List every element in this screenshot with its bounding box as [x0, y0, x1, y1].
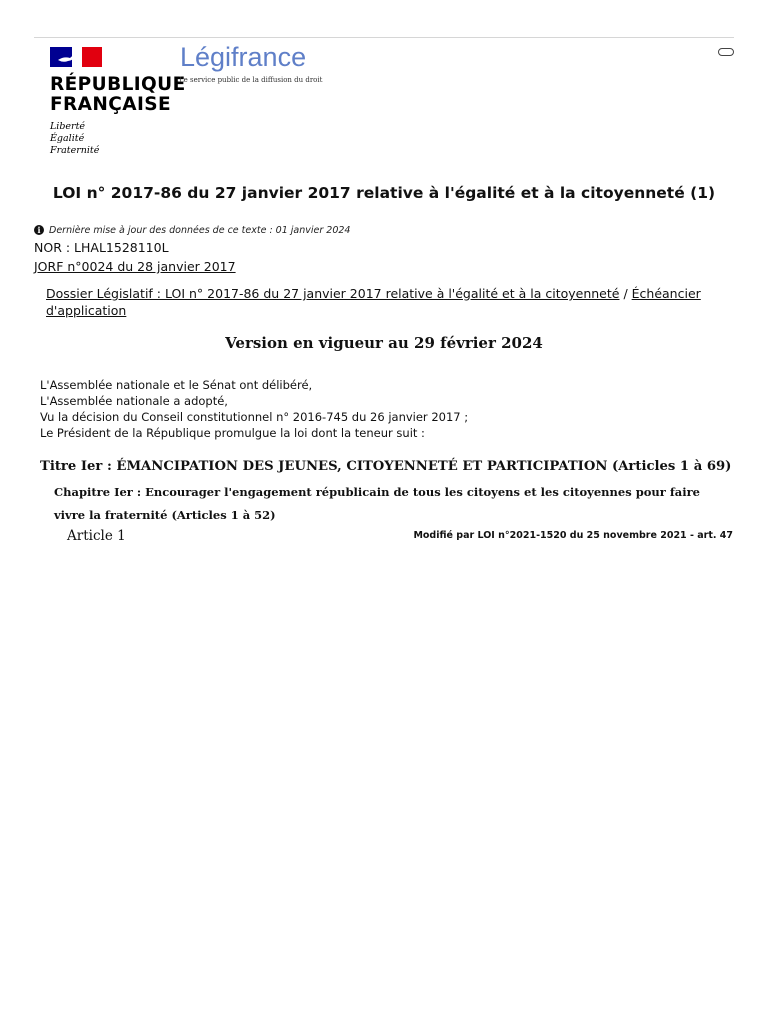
motto-liberte: Liberté — [50, 121, 86, 132]
legifrance-brand[interactable]: Légifrance — [180, 42, 307, 72]
preamble-line: Le Président de la République promulgue la loi dont la teneur suit : — [40, 426, 425, 440]
motto-fraternite: Fraternité — [50, 145, 100, 156]
republique-line1: RÉPUBLIQUE — [50, 74, 186, 95]
echeancier-link[interactable]: Échéancier d'application — [46, 286, 701, 318]
article-label: Article 1 — [67, 528, 126, 544]
preamble-line: L'Assemblée nationale et le Sénat ont délibéré, — [40, 378, 313, 392]
link-separator: / — [619, 286, 632, 301]
top-divider — [34, 37, 734, 38]
titre-heading[interactable]: Titre Ier : ÉMANCIPATION DES JEUNES, CITOYENNETÉ ET PARTICIPATION (Articles 1 à 69) — [40, 459, 732, 474]
last-update-row — [34, 222, 350, 238]
preamble-line: Vu la décision du Conseil constitutionnel n° 2016-745 du 26 janvier 2017 ; — [40, 410, 469, 424]
brand-tagline: Le service public de la diffusion du droit — [179, 76, 323, 84]
preamble-line: L'Assemblée nationale a adopté, — [40, 394, 228, 408]
french-flag-logo — [50, 47, 102, 67]
motto-egalite: Égalité — [50, 133, 85, 144]
last-update-text: Dernière mise à jour des données de ce texte : 01 janvier 2024 — [49, 224, 351, 236]
info-icon: i — [34, 225, 44, 235]
preamble — [40, 377, 468, 441]
version-heading: Version en vigueur au 29 février 2024 — [225, 334, 543, 352]
jorf-link[interactable]: JORF n°0024 du 28 janvier 2017 — [34, 259, 236, 274]
republique-line2: FRANÇAISE — [50, 94, 172, 115]
dossier-legislatif-link[interactable]: Dossier Législatif : LOI n° 2017-86 du 27 janvier 2017 relative à l'égalité et à la citoyenneté — [46, 286, 620, 301]
nor-reference: NOR : LHAL1528110L — [34, 240, 169, 255]
document-title: LOI n° 2017-86 du 27 janvier 2017 relative à l'égalité et à la citoyenneté (1) — [52, 184, 716, 202]
menu-toggle-button[interactable] — [718, 48, 734, 56]
chapitre-heading[interactable]: Chapitre Ier : Encourager l'engagement républicain de tous les citoyens et les citoyennes pour faire vivre la fraternité (Articles 1 à 52) — [54, 485, 700, 522]
document-metadata — [34, 222, 350, 275]
site-header — [50, 42, 350, 165]
dossier-links — [46, 285, 706, 319]
modified-by-link[interactable]: Modifié par LOI n°2021-1520 du 25 novembre 2021 - art. 47 — [413, 530, 733, 541]
